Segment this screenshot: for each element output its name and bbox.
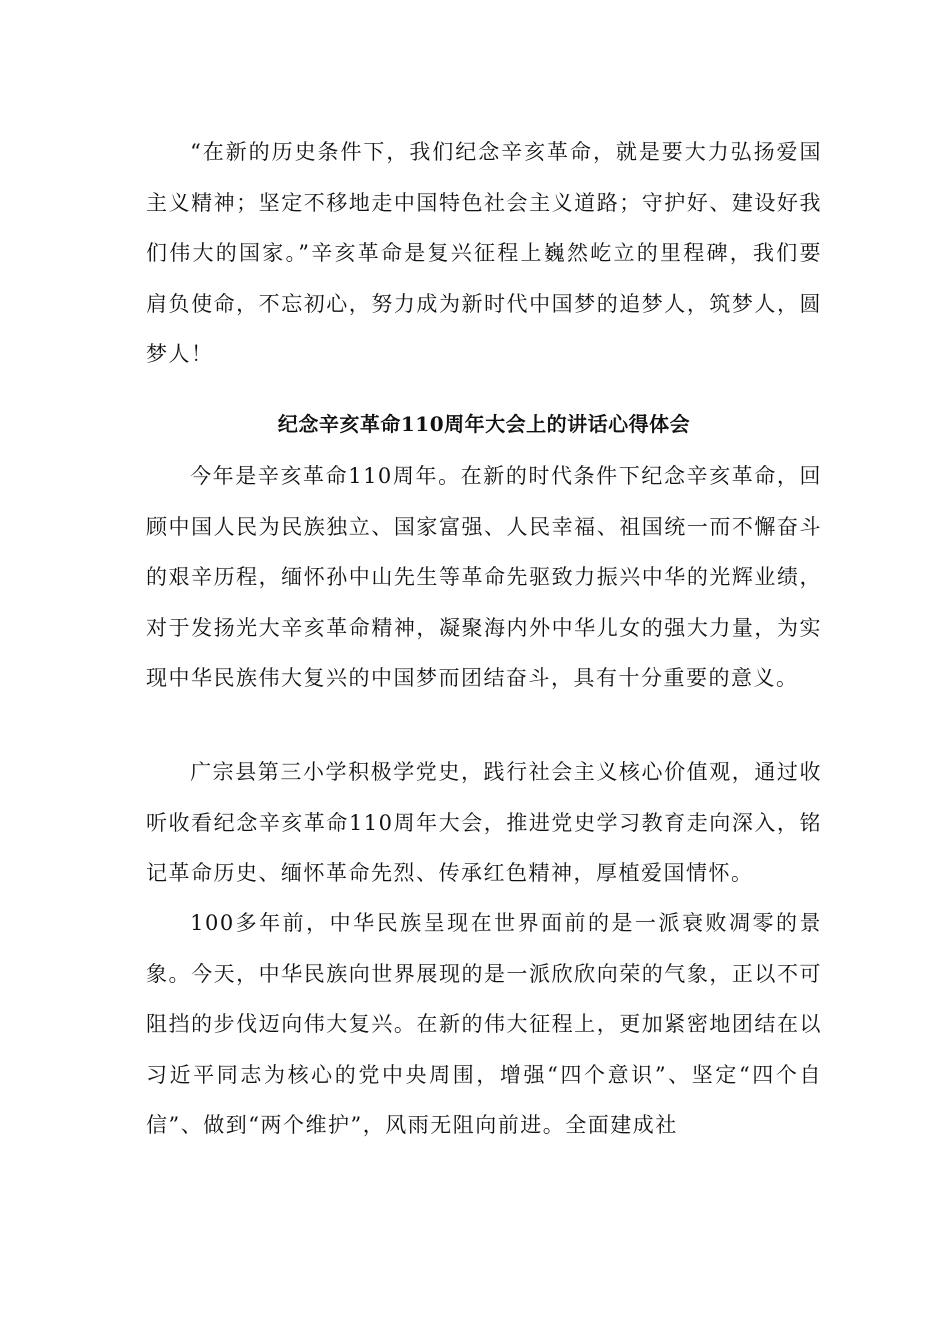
body-paragraph-2: 广宗县第三小学积极学党史，践行社会主义核心价值观，通过收听收看纪念辛亥革命110周年大会，推进党史学习教育走向深入，铭记革命历史、缅怀革命先烈、传承红色精神，厚植爱国情怀。 [146,760,822,885]
intro-paragraph: “在新的历史条件下，我们纪念辛亥革命，就是要大力弘扬爱国主义精神；坚定不移地走中国特色社会主义道路；守护好、建设好我们伟大的国家。”辛亥革命是复兴征程上巍然屹立的里程碑，我们要肩负使命，不忘初心，努力成为新时代中国梦的追梦人，筑梦人，圆梦人！ [146,140,822,366]
body-paragraph-1: 今年是辛亥革命110周年。在新的时代条件下纪念辛亥革命，回顾中国人民为民族独立、国家富强、人民幸福、祖国统一而不懈奋斗的艰辛历程，缅怀孙中山先生等革命先驱致力振兴中华的光辉业绩，对于发扬光大辛亥革命精神，凝聚海内外中华儿女的强大力量，为实现中华民族伟大复兴的中国梦而团结奋斗，具有十分重要的意义。 [146,464,822,690]
body-paragraph-3: 100多年前，中华民族呈现在世界面前的是一派衰败凋零的景象。今天，中华民族向世界展现的是一派欣欣向荣的气象，正以不可阻挡的步伐迈向伟大复兴。在新的伟大征程上，更加紧密地团结在以习近平同志为核心的党中央周围，增强“四个意识”、坚定“四个自信”、做到“两个维护”，风雨无阻向前进。全面建成社 [146,911,822,1137]
section-title: 纪念辛亥革命110周年大会上的讲话心得体会 [277,412,691,436]
